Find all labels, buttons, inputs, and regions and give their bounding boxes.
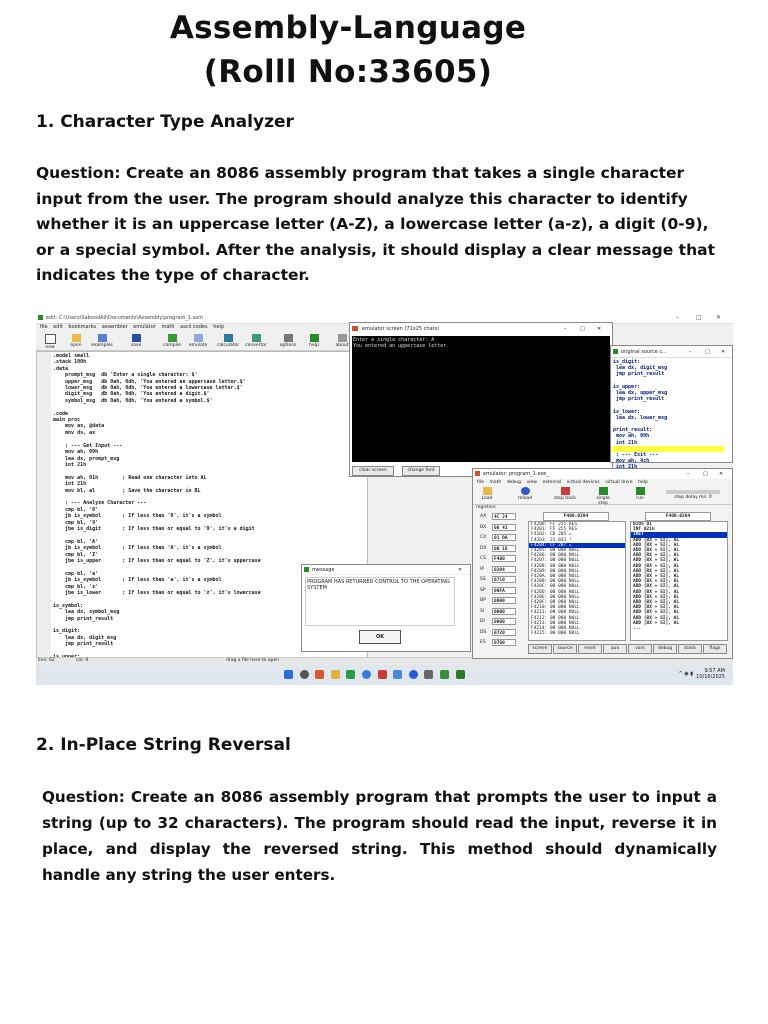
emulator-window	[472, 468, 733, 659]
line-number-gutter	[37, 352, 51, 658]
close-icon[interactable]: ✕	[719, 471, 724, 477]
message-title: message	[312, 567, 335, 573]
app-icon-2[interactable]	[378, 670, 387, 679]
emulator-icon	[475, 471, 480, 476]
whatsapp-icon[interactable]	[346, 670, 355, 679]
register-value[interactable]: 0204	[492, 566, 516, 573]
clock-date: 10/16/2025	[696, 674, 725, 680]
register-name: BX	[480, 524, 487, 530]
registers-panel	[476, 512, 522, 654]
disasm-row[interactable]: ADD [BX + SI], AL	[633, 594, 680, 600]
register-row	[476, 596, 522, 607]
disasm-row[interactable]: ADD [BX + SI], AL	[633, 579, 680, 585]
clear-screen-button[interactable]: clear screen	[352, 466, 394, 476]
emu-source-button[interactable]: source	[553, 644, 577, 654]
emu-aux-button[interactable]: aux	[603, 644, 627, 654]
section2-question: Question: Create an 8086 assembly program that prompts the user to input a string (up to 32 characters). The program should read the input, reverse it in place, and display the reversed string. This method should dynamically handle any string the user enters.	[42, 788, 717, 884]
emulate-button[interactable]: emulate	[186, 334, 210, 348]
disasm-row[interactable]: ADD [BX + SI], AL	[633, 589, 680, 595]
memory-row[interactable]: F4207: 00 000 NULL	[531, 558, 580, 564]
memory-row[interactable]: F4202: CD 205 =	[531, 532, 572, 538]
disassembly-list[interactable]	[630, 521, 728, 641]
convertor-icon	[252, 334, 261, 342]
emu8086-taskbar-icon[interactable]	[456, 670, 465, 679]
minimize-icon[interactable]: –	[676, 314, 679, 321]
message-icon	[304, 567, 309, 572]
message-text: PROGRAM HAS RETURNED CONTROL TO THE OPERATING SYSTEM	[305, 577, 455, 626]
emu-menu-file[interactable]: file	[477, 480, 484, 485]
reload-icon	[521, 487, 530, 495]
disasm-row[interactable]: ADD [BX + SI], AL	[633, 563, 680, 569]
examples-icon	[98, 334, 107, 342]
register-value[interactable]: 0710	[492, 576, 516, 583]
emu-menu-virtual-devices[interactable]: virtual devices	[566, 480, 600, 485]
close-icon[interactable]: ✕	[458, 567, 463, 573]
disasm-row[interactable]: ADD [BX + SI], AL	[633, 615, 680, 621]
register-name: SS	[480, 577, 486, 582]
new-file-icon	[45, 334, 56, 344]
memory-row[interactable]: F420D: 00 000 NULL	[531, 589, 580, 595]
register-row	[476, 523, 522, 534]
register-value[interactable]: 0000	[492, 608, 516, 615]
save-button[interactable]: save	[124, 334, 148, 348]
menu-bookmarks[interactable]: bookmarks	[68, 324, 97, 330]
menu-file[interactable]: file	[40, 324, 48, 330]
help-button[interactable]: help	[302, 334, 326, 348]
register-name: CX	[480, 535, 487, 540]
close-icon[interactable]: ✕	[721, 349, 726, 355]
memory-row[interactable]: F4200: FF 255 RES	[531, 522, 578, 527]
emulator-screen-window	[349, 322, 613, 477]
disasm-row[interactable]: ADD [BX + SI], AL	[633, 605, 680, 611]
register-name: CS	[480, 556, 486, 561]
menu-edit[interactable]: edit	[53, 324, 63, 330]
register-name: DX	[480, 545, 487, 551]
memory-row[interactable]: F4213: 00 000 NULL	[531, 620, 580, 626]
memory-list[interactable]	[528, 521, 626, 641]
disasm-row[interactable]: ADD [BX + SI], AL	[633, 620, 680, 626]
emu-menu-virtual-drive[interactable]: virtual drive	[605, 480, 633, 485]
app-icon	[38, 315, 43, 320]
memory-row[interactable]: F420A: 00 000 NULL	[531, 574, 580, 580]
disasm-row[interactable]: ADD [BX + SI], AL	[633, 610, 680, 616]
emu8086-screenshot	[36, 313, 733, 685]
emu-debug-button[interactable]: debug	[653, 644, 677, 654]
emu-menu-debug[interactable]: debug	[506, 480, 522, 485]
memory-row[interactable]: F420F: 00 000 NULL	[531, 600, 580, 606]
disasm-row[interactable]: ADD [BX + SI], AL	[633, 574, 680, 580]
section1-question: Question: Create an 8086 assembly program that takes a single character input from the user. The program should analyze this character to identify whether it is an uppercase letter (A-Z), a lowercase letter (a-z), a digit (0-9), or a special symbol. After the analysis, it should display a clear message that indicates the type of character.	[36, 164, 715, 284]
memory-row[interactable]: F4209: 00 000 NULL	[531, 568, 580, 574]
register-name: ES	[480, 640, 486, 645]
menu-emulator[interactable]: emulator	[133, 324, 156, 330]
app-icon-1[interactable]	[315, 670, 324, 679]
memory-row[interactable]: F4210: 00 000 NULL	[531, 605, 580, 611]
register-name: AX	[480, 514, 487, 519]
maximize-icon[interactable]: □	[703, 471, 708, 477]
page-title-line2: (Rolll No:33605)	[203, 54, 493, 90]
register-name: BP	[480, 598, 486, 603]
open-button[interactable]: open	[64, 334, 88, 348]
register-row	[476, 575, 522, 586]
menu-math[interactable]: math	[161, 324, 175, 330]
calculator-button[interactable]: calculator	[216, 334, 240, 348]
emu-screen-button[interactable]: screen	[528, 644, 552, 654]
help-icon	[310, 334, 319, 342]
section1-heading: 1. Character Type Analyzer	[36, 112, 294, 132]
status-line: line: 62	[38, 658, 55, 663]
emulator-title: emulator: program_1.exe_	[483, 471, 549, 477]
memory-row[interactable]: F4204: CF 207 =	[529, 543, 625, 548]
emulator-screen-titlebar	[350, 323, 612, 335]
emu-stack-button[interactable]: stack	[678, 644, 702, 654]
register-row	[476, 638, 522, 649]
emulator-screen-icon	[352, 326, 358, 331]
register-value[interactable]: 00 41	[492, 524, 516, 531]
compile-button[interactable]: compile	[160, 334, 184, 348]
menu-help[interactable]: help	[213, 324, 224, 330]
minimize-icon[interactable]: –	[689, 349, 692, 355]
disasm-row[interactable]: ADD [BX + SI], AL	[633, 568, 680, 574]
change-font-button[interactable]: change font	[402, 466, 440, 476]
page-title-line1: Assembly-Language	[169, 10, 527, 46]
status-col: col: 9	[76, 658, 89, 663]
step-delay-slider[interactable]	[666, 490, 720, 494]
minimize-icon[interactable]: –	[687, 471, 690, 477]
register-value[interactable]: 00 10	[492, 545, 516, 552]
memory-row[interactable]: F4201: FF 255 RES	[531, 527, 578, 533]
disasm-row[interactable]: ADD [BX + SI], AL	[633, 600, 680, 606]
clock-time: 9:57 AM	[704, 668, 725, 674]
minimize-icon[interactable]: –	[564, 326, 567, 332]
register-row	[476, 565, 522, 576]
emu-menu-math[interactable]: math	[489, 480, 502, 485]
taskbar-icons	[284, 670, 470, 681]
source-code: .model small .stack 100h .data prompt_msg db 'Enter a single character: $' upper_msg db 0ah, 0dh, 'You entered an uppercase letter.$' lower_msg db 0ah, 0dh, 'You entered a lowercase letter.$' digit_msg db 0ah, 0dh, 'You entered a digit.$' symbol_msg db 0ah, 0dh, 'You entered a symbol.$' .code main proc mov ax, @data mov ds, ax ; --- Get Input --- mov ah, 09h lea dx, prompt_msg int 21h mov ah, 01h ; Read one character into AL int 21h mov bl, al ; Save the character in BL ; --- Analyze Character --- cmp bl, '0' jb is_symbol ; If less than '0', it's a symbol cmp bl, '9' jbe is_digit ; If less than or equal to '9', it's a digit cmp bl, 'A' jb is_symbol ; If less than 'A', it's a symbol cmp bl, 'Z' jbe is_upper ; If less than or equal to 'Z', it's uppercase cmp bl, 'a' jb is_symbol ; If less than 'a', it's a symbol cmp bl, 'z' jbe is_lower ; If less than or equal to 'z', it's lowercase is_symbol: lea dx, symbol_msg jmp print_result is_digit: lea dx, digit_msg jmp print_result	[53, 353, 261, 648]
editor-window-title: edit: C:\Users\SaboodAli\Documents\Assembly\program_1.asm	[46, 315, 204, 321]
run-icon	[636, 487, 645, 495]
taskbar-clock[interactable]	[696, 668, 725, 680]
register-row	[476, 607, 522, 618]
memory-row[interactable]: F420B: 00 000 NULL	[531, 579, 580, 585]
disasm-row[interactable]: ADD [BX + SI], AL	[633, 553, 680, 559]
register-value[interactable]: F400	[492, 555, 516, 562]
memory-row[interactable]: F4205: 00 000 NULL	[531, 548, 580, 554]
register-value[interactable]: 0720	[492, 629, 516, 636]
emu-menu-help[interactable]: help	[638, 480, 648, 485]
compile-icon	[168, 334, 177, 342]
memory-row[interactable]: F4215: 00 000 NULL	[531, 631, 580, 637]
disasm-row[interactable]: ADD [BX + SI], AL	[633, 584, 680, 590]
register-value[interactable]: 00FA	[492, 587, 516, 594]
about-icon	[338, 334, 347, 342]
options-icon	[284, 334, 293, 342]
emulate-icon	[194, 334, 203, 342]
system-tray[interactable]: ^ ◉ ▮	[678, 671, 693, 677]
search-icon[interactable]	[300, 670, 309, 679]
register-name: DI	[480, 619, 485, 624]
emulator-screen-title: emulator screen (71x25 chars)	[362, 326, 440, 332]
register-row	[476, 533, 522, 544]
close-icon[interactable]: ✕	[597, 326, 602, 332]
chrome-icon[interactable]	[362, 670, 371, 679]
register-value[interactable]: 4C 24	[492, 513, 516, 520]
status-drag-hint: drag a file here to open	[226, 658, 279, 663]
disasm-row[interactable]: ADD [BX + SI], AL	[633, 542, 680, 548]
emu-vars-button[interactable]: vars	[628, 644, 652, 654]
save-icon	[132, 334, 141, 342]
ok-button[interactable]: OK	[359, 630, 401, 644]
close-icon[interactable]: ✕	[716, 314, 722, 321]
menu-assembler[interactable]: assembler	[101, 324, 128, 330]
maximize-icon[interactable]: □	[696, 314, 702, 321]
register-name: SI	[480, 608, 485, 614]
section2-heading: 2. In-Place String Reversal	[36, 735, 291, 755]
source-icon	[613, 349, 618, 354]
windows-taskbar	[36, 665, 733, 685]
register-row	[476, 544, 522, 555]
maximize-icon[interactable]: □	[705, 349, 710, 355]
register-row	[476, 554, 522, 565]
memory-row[interactable]: F4208: 00 000 NULL	[531, 563, 580, 569]
memory-row[interactable]: F4206: 00 000 NULL	[531, 553, 580, 559]
menu-ascii[interactable]: ascii codes	[180, 324, 208, 330]
convertor-button[interactable]: convertor	[244, 334, 268, 348]
register-name: SP	[480, 587, 486, 593]
register-name: DS	[480, 629, 487, 635]
memory-row[interactable]: F4211: 00 000 NULL	[531, 610, 580, 616]
disasm-row[interactable]: ADD [BX + SI], AL	[633, 548, 680, 554]
original-source-title: original source c...	[621, 349, 667, 355]
emu-flags-button[interactable]: flags	[703, 644, 727, 654]
load-button[interactable]: Load	[475, 487, 499, 501]
memory-row[interactable]: F420C: 00 000 NULL	[531, 584, 580, 590]
reload-button[interactable]: reload	[513, 487, 537, 501]
message-dialog	[301, 564, 471, 652]
step-back-icon	[561, 487, 570, 495]
load-icon	[483, 487, 492, 495]
emulator-menubar	[473, 479, 732, 486]
maximize-icon[interactable]: □	[580, 326, 585, 332]
original-source-code: is_digit: lea dx, digit_msg jmp print_result is_upper: lea dx, upper_msg jmp print_result is_lower: lea dx, lower_msg print_result: mov ah, 09h int 21h ; --- Exit --- mov ah, 4ch	[613, 359, 668, 465]
start-icon[interactable]	[284, 670, 293, 679]
calculator-icon	[224, 334, 233, 342]
about-button[interactable]: about	[330, 334, 354, 348]
single-step-button[interactable]: single step	[591, 487, 615, 506]
memory-row[interactable]: F4212: 00 000 NULL	[531, 615, 580, 621]
settings-icon[interactable]	[424, 670, 433, 679]
original-source-window	[610, 345, 733, 463]
disasm-row[interactable]: BIOS DI	[633, 522, 652, 527]
emu-menu-external[interactable]: external	[542, 480, 562, 485]
register-row	[476, 617, 522, 628]
memory-row[interactable]: F4214: 00 000 NULL	[531, 626, 580, 632]
disasm-row[interactable]: IRET	[631, 532, 727, 537]
step-back-button[interactable]: step back	[553, 487, 577, 501]
original-source-titlebar	[611, 346, 732, 358]
options-button[interactable]: options	[276, 334, 300, 348]
app-icon-3[interactable]	[393, 670, 402, 679]
memory-address-input[interactable]: F400:0204	[543, 512, 609, 521]
register-value[interactable]: 0700	[492, 639, 516, 646]
register-row	[476, 512, 522, 523]
registers-label: registers	[476, 505, 496, 510]
run-button[interactable]: run	[628, 487, 652, 501]
message-titlebar	[302, 565, 470, 575]
examples-button[interactable]: examples	[90, 334, 114, 348]
emulator-bottom-buttons	[528, 643, 728, 654]
disasm-row[interactable]: ADD [BX + SI], AL	[633, 537, 680, 543]
register-row	[476, 628, 522, 639]
disasm-row[interactable]: ...	[633, 626, 642, 632]
memory-row[interactable]: F420E: 00 000 NULL	[531, 594, 580, 600]
register-value[interactable]: 0000	[492, 597, 516, 604]
memory-row[interactable]: F4203: 21 033 !	[531, 537, 572, 543]
disasm-row[interactable]: ADD [BX + SI], AL	[633, 558, 680, 564]
register-value[interactable]: 01 DA	[492, 534, 516, 541]
register-value[interactable]: 0000	[492, 618, 516, 625]
app-icon-4[interactable]	[440, 670, 449, 679]
emulator-titlebar	[473, 469, 732, 479]
emulator-screen-output: Enter a single character: A You entered an uppercase letter.	[352, 336, 610, 462]
emulator-toolbar	[473, 486, 732, 505]
emu-reset-button[interactable]: reset	[578, 644, 602, 654]
folder-icon	[72, 334, 81, 342]
step-delay-control[interactable]: step delay ms: 0	[661, 487, 725, 500]
disasm-address-input[interactable]: F400:0204	[645, 512, 711, 521]
disasm-row[interactable]: INT 021h	[633, 527, 655, 533]
emu-menu-view[interactable]: view	[526, 480, 537, 485]
folder-icon[interactable]	[331, 670, 340, 679]
edge-icon[interactable]	[409, 670, 418, 679]
register-row	[476, 586, 522, 597]
single-step-icon	[599, 487, 608, 495]
new-button[interactable]: new	[38, 334, 62, 350]
register-name: IP	[480, 566, 485, 572]
